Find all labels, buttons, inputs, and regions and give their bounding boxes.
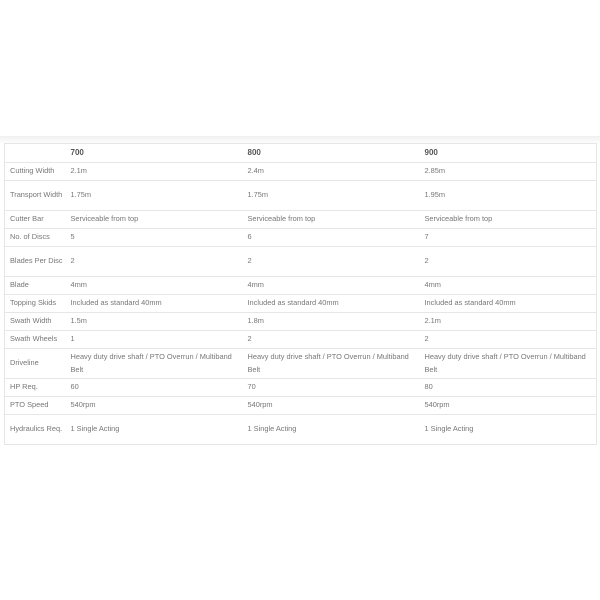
cell-700: 5 [66, 229, 243, 247]
header-model-900: 900 [420, 144, 597, 163]
row-label: Driveline [5, 349, 66, 379]
cell-800: Serviceable from top [243, 211, 420, 229]
row-label: HP Req. [5, 379, 66, 397]
cell-800: 6 [243, 229, 420, 247]
row-label: No. of Discs [5, 229, 66, 247]
table-row [5, 181, 597, 211]
row-label: Cutting Width [5, 163, 66, 181]
cell-800: 2.4m [243, 163, 420, 181]
cell-800: 4mm [243, 277, 420, 295]
cell-700: 4mm [66, 277, 243, 295]
cell-700: Heavy duty drive shaft / PTO Overrun / Multiband Belt [66, 349, 243, 379]
cell-900: 2.85m [420, 163, 597, 181]
cell-700: Included as standard 40mm [66, 295, 243, 313]
cell-900: 80 [420, 379, 597, 397]
table-row [5, 163, 597, 181]
cell-700: 60 [66, 379, 243, 397]
cell-700: 1 Single Acting [66, 415, 243, 445]
cell-900: Heavy duty drive shaft / PTO Overrun / Multiband Belt [420, 349, 597, 379]
cell-900: Included as standard 40mm [420, 295, 597, 313]
cell-900: 1.95m [420, 181, 597, 211]
cell-800: 1 Single Acting [243, 415, 420, 445]
row-label: Hydraulics Req. [5, 415, 66, 445]
cell-900: 1 Single Acting [420, 415, 597, 445]
cell-700: 540rpm [66, 397, 243, 415]
row-label: Transport Width [5, 181, 66, 211]
cell-800: 1.75m [243, 181, 420, 211]
cell-700: Serviceable from top [66, 211, 243, 229]
row-label: Blades Per Disc [5, 247, 66, 277]
spec-table [4, 143, 597, 445]
cell-700: 1.75m [66, 181, 243, 211]
table-row [5, 415, 597, 445]
row-label: Swath Wheels [5, 331, 66, 349]
table-row [5, 277, 597, 295]
cell-700: 1.5m [66, 313, 243, 331]
table-row [5, 229, 597, 247]
cell-700: 1 [66, 331, 243, 349]
table-row [5, 211, 597, 229]
header-model-800: 800 [243, 144, 420, 163]
table-row [5, 397, 597, 415]
cell-900: 540rpm [420, 397, 597, 415]
cell-800: Included as standard 40mm [243, 295, 420, 313]
cell-700: 2 [66, 247, 243, 277]
row-label: Topping Skids [5, 295, 66, 313]
row-label: Swath Width [5, 313, 66, 331]
cell-800: 540rpm [243, 397, 420, 415]
cell-800: Heavy duty drive shaft / PTO Overrun / Multiband Belt [243, 349, 420, 379]
cell-800: 1.8m [243, 313, 420, 331]
cell-800: 2 [243, 331, 420, 349]
row-label: Blade [5, 277, 66, 295]
header-blank-cell [5, 144, 66, 163]
cell-900: 2 [420, 247, 597, 277]
cell-800: 70 [243, 379, 420, 397]
table-row [5, 379, 597, 397]
table-row [5, 247, 597, 277]
row-label: Cutter Bar [5, 211, 66, 229]
cell-900: 2 [420, 331, 597, 349]
table-row [5, 349, 597, 379]
table-row [5, 331, 597, 349]
table-row [5, 313, 597, 331]
header-model-700: 700 [66, 144, 243, 163]
cell-900: 4mm [420, 277, 597, 295]
cell-800: 2 [243, 247, 420, 277]
cell-900: 7 [420, 229, 597, 247]
table-row [5, 295, 597, 313]
cell-700: 2.1m [66, 163, 243, 181]
header-row [5, 144, 597, 163]
row-label: PTO Speed [5, 397, 66, 415]
cell-900: Serviceable from top [420, 211, 597, 229]
cell-900: 2.1m [420, 313, 597, 331]
